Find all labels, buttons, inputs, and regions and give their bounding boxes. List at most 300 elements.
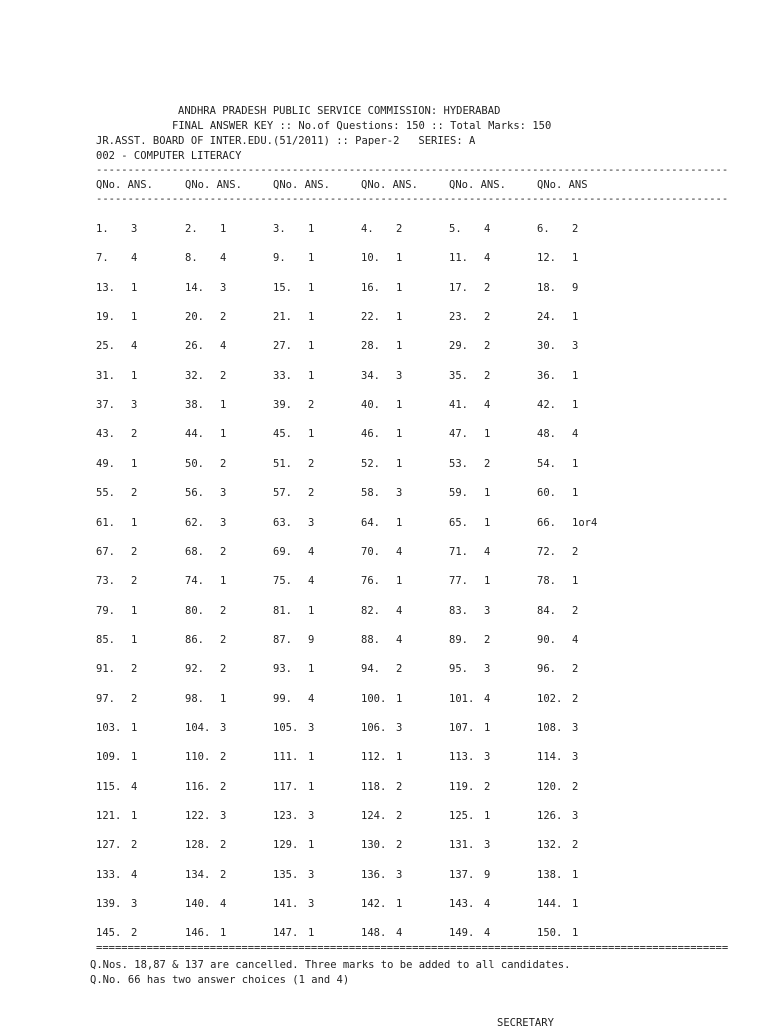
question-number: 126.	[537, 810, 563, 822]
answer-value: 3	[396, 869, 403, 881]
answer-value: 1	[484, 517, 491, 529]
answer-value: 1	[131, 311, 138, 323]
answer-value: 4	[484, 546, 491, 558]
question-number: 23.	[449, 311, 468, 323]
answer-value: 1	[572, 311, 579, 323]
answer-value: 2	[484, 634, 491, 646]
answer-value: 2	[308, 487, 315, 499]
answer-value: 4	[131, 869, 138, 881]
answer-value: 1	[396, 428, 403, 440]
question-number: 143.	[449, 898, 475, 910]
answer-value: 2	[131, 663, 138, 675]
question-number: 50.	[185, 458, 204, 470]
question-number: 42.	[537, 399, 556, 411]
question-number: 109.	[96, 751, 122, 763]
answer-value: 1	[308, 428, 315, 440]
answer-value: 1	[308, 340, 315, 352]
question-number: 95.	[449, 663, 468, 675]
question-number: 119.	[449, 781, 475, 793]
question-number: 130.	[361, 839, 387, 851]
answer-value: 3	[308, 898, 315, 910]
question-number: 18.	[537, 282, 556, 294]
answer-value: 2	[131, 839, 138, 851]
answer-value: 2	[484, 282, 491, 294]
question-number: 81.	[273, 605, 292, 617]
answer-value: 2	[484, 458, 491, 470]
question-number: 138.	[537, 869, 563, 881]
question-number: 67.	[96, 546, 115, 558]
question-number: 11.	[449, 252, 468, 264]
question-number: 101.	[449, 693, 475, 705]
question-number: 65.	[449, 517, 468, 529]
question-number: 56.	[185, 487, 204, 499]
answer-value: 4	[484, 693, 491, 705]
question-number: 139.	[96, 898, 122, 910]
question-number: 113.	[449, 751, 475, 763]
answer-value: 1	[308, 663, 315, 675]
question-number: 44.	[185, 428, 204, 440]
question-number: 97.	[96, 693, 115, 705]
question-number: 61.	[96, 517, 115, 529]
answer-value: 4	[220, 340, 227, 352]
answer-value: 1	[220, 693, 227, 705]
question-number: 47.	[449, 428, 468, 440]
question-number: 43.	[96, 428, 115, 440]
question-number: 141.	[273, 898, 299, 910]
column-header: QNo. ANS.	[96, 179, 153, 191]
answer-value: 2	[131, 487, 138, 499]
answer-value: 4	[396, 634, 403, 646]
question-number: 32.	[185, 370, 204, 382]
answer-value: 1	[131, 282, 138, 294]
question-number: 93.	[273, 663, 292, 675]
question-number: 2.	[185, 223, 198, 235]
question-number: 53.	[449, 458, 468, 470]
question-number: 9.	[273, 252, 286, 264]
answer-value: 2	[572, 663, 579, 675]
question-number: 54.	[537, 458, 556, 470]
answer-value: 2	[308, 458, 315, 470]
answer-value: 2	[572, 781, 579, 793]
question-number: 78.	[537, 575, 556, 587]
question-number: 37.	[96, 399, 115, 411]
answer-value: 3	[572, 810, 579, 822]
answer-value: 1	[484, 575, 491, 587]
question-number: 52.	[361, 458, 380, 470]
answer-value: 4	[308, 693, 315, 705]
answer-value: 3	[308, 722, 315, 734]
question-number: 71.	[449, 546, 468, 558]
question-number: 27.	[273, 340, 292, 352]
question-number: 99.	[273, 693, 292, 705]
answer-value: 4	[131, 340, 138, 352]
question-number: 136.	[361, 869, 387, 881]
answer-value: 1	[396, 252, 403, 264]
question-number: 40.	[361, 399, 380, 411]
answer-value: 2	[131, 546, 138, 558]
question-number: 66.	[537, 517, 556, 529]
question-number: 63.	[273, 517, 292, 529]
question-number: 88.	[361, 634, 380, 646]
answer-value: 2	[131, 575, 138, 587]
question-number: 75.	[273, 575, 292, 587]
question-number: 5.	[449, 223, 462, 235]
answer-value: 2	[131, 428, 138, 440]
question-number: 46.	[361, 428, 380, 440]
question-number: 110.	[185, 751, 211, 763]
answer-value: 1	[396, 340, 403, 352]
answer-value: 2	[220, 311, 227, 323]
question-number: 26.	[185, 340, 204, 352]
answer-value: 2	[396, 663, 403, 675]
question-number: 117.	[273, 781, 299, 793]
answer-value: 1	[572, 927, 579, 939]
answer-value: 1	[131, 751, 138, 763]
answer-value: 3	[484, 751, 491, 763]
question-number: 13.	[96, 282, 115, 294]
answer-value: 4	[484, 399, 491, 411]
question-number: 6.	[537, 223, 550, 235]
bottom-rule: ====================================================================================================	[96, 942, 729, 954]
signature-title: SECRETARY	[497, 1017, 554, 1029]
answer-value: 3	[220, 517, 227, 529]
answer-value: 2	[131, 693, 138, 705]
question-number: 100.	[361, 693, 387, 705]
answer-value: 1	[572, 898, 579, 910]
question-number: 149.	[449, 927, 475, 939]
question-number: 102.	[537, 693, 563, 705]
answer-value: 2	[396, 781, 403, 793]
column-header: QNo. ANS.	[449, 179, 506, 191]
column-header: QNo. ANS.	[273, 179, 330, 191]
answer-value: 2	[572, 223, 579, 235]
answer-value: 9	[572, 282, 579, 294]
answer-value: 1	[220, 927, 227, 939]
answer-value: 1	[484, 722, 491, 734]
answer-value: 4	[484, 223, 491, 235]
answer-value: 2	[220, 458, 227, 470]
answer-value: 1	[131, 458, 138, 470]
question-number: 72.	[537, 546, 556, 558]
answer-value: 3	[220, 282, 227, 294]
column-header: QNo. ANS.	[185, 179, 242, 191]
answer-value: 1	[484, 428, 491, 440]
question-number: 128.	[185, 839, 211, 851]
answer-value: 1	[572, 399, 579, 411]
answer-value: 1	[131, 605, 138, 617]
question-number: 131.	[449, 839, 475, 851]
question-number: 135.	[273, 869, 299, 881]
answer-value: 2	[220, 370, 227, 382]
question-number: 133.	[96, 869, 122, 881]
answer-value: 9	[484, 869, 491, 881]
question-number: 12.	[537, 252, 556, 264]
answer-value: 1	[220, 399, 227, 411]
question-number: 58.	[361, 487, 380, 499]
answer-value: 2	[220, 634, 227, 646]
answer-value: 1	[396, 751, 403, 763]
answer-value: 4	[396, 927, 403, 939]
question-number: 146.	[185, 927, 211, 939]
question-number: 132.	[537, 839, 563, 851]
answer-value: 3	[308, 517, 315, 529]
question-number: 98.	[185, 693, 204, 705]
question-number: 79.	[96, 605, 115, 617]
answer-value: 1	[308, 781, 315, 793]
answer-value: 1	[484, 810, 491, 822]
question-number: 29.	[449, 340, 468, 352]
answer-value: 1	[308, 839, 315, 851]
answer-value: 1	[396, 575, 403, 587]
question-number: 91.	[96, 663, 115, 675]
answer-value: 9	[308, 634, 315, 646]
answer-value: 3	[396, 487, 403, 499]
question-number: 103.	[96, 722, 122, 734]
answer-value: 3	[396, 722, 403, 734]
answer-value: 4	[484, 898, 491, 910]
question-number: 36.	[537, 370, 556, 382]
answer-value: 4	[220, 252, 227, 264]
question-number: 30.	[537, 340, 556, 352]
answer-value: 3	[484, 839, 491, 851]
question-number: 74.	[185, 575, 204, 587]
answer-value: 1	[131, 634, 138, 646]
answer-value: 3	[572, 751, 579, 763]
question-number: 80.	[185, 605, 204, 617]
answer-value: 1	[572, 458, 579, 470]
question-number: 19.	[96, 311, 115, 323]
question-number: 147.	[273, 927, 299, 939]
note-question-66: Q.No. 66 has two answer choices (1 and 4)	[90, 974, 350, 986]
answer-value: 3	[131, 399, 138, 411]
question-number: 142.	[361, 898, 387, 910]
question-number: 90.	[537, 634, 556, 646]
question-number: 96.	[537, 663, 556, 675]
question-number: 134.	[185, 869, 211, 881]
answer-value: 2	[220, 546, 227, 558]
question-number: 62.	[185, 517, 204, 529]
question-number: 129.	[273, 839, 299, 851]
column-header: QNo. ANS.	[361, 179, 418, 191]
answer-value: 3	[131, 898, 138, 910]
answer-value: 1	[396, 898, 403, 910]
answer-value: 2	[220, 781, 227, 793]
answer-value: 2	[220, 663, 227, 675]
answer-value: 4	[572, 428, 579, 440]
answer-value: 1	[131, 517, 138, 529]
answer-value: 1	[308, 370, 315, 382]
question-number: 17.	[449, 282, 468, 294]
answer-value: 1	[572, 575, 579, 587]
question-number: 85.	[96, 634, 115, 646]
question-number: 70.	[361, 546, 380, 558]
question-number: 35.	[449, 370, 468, 382]
answer-value: 3	[131, 223, 138, 235]
answer-value: 1	[572, 252, 579, 264]
answer-value: 2	[396, 223, 403, 235]
question-number: 123.	[273, 810, 299, 822]
question-number: 106.	[361, 722, 387, 734]
answer-value: 1	[131, 370, 138, 382]
question-number: 39.	[273, 399, 292, 411]
question-number: 87.	[273, 634, 292, 646]
answer-value: 4	[308, 575, 315, 587]
answer-value: 4	[220, 898, 227, 910]
question-number: 60.	[537, 487, 556, 499]
answer-value: 1	[396, 282, 403, 294]
question-number: 86.	[185, 634, 204, 646]
question-number: 125.	[449, 810, 475, 822]
question-number: 15.	[273, 282, 292, 294]
question-number: 111.	[273, 751, 299, 763]
answer-value: 3	[572, 340, 579, 352]
question-number: 16.	[361, 282, 380, 294]
question-number: 49.	[96, 458, 115, 470]
question-number: 1.	[96, 223, 109, 235]
question-number: 114.	[537, 751, 563, 763]
question-number: 144.	[537, 898, 563, 910]
header-subject: 002 - COMPUTER LITERACY	[96, 150, 242, 162]
answer-value: 4	[484, 252, 491, 264]
question-number: 82.	[361, 605, 380, 617]
answer-value: 1	[572, 370, 579, 382]
answer-value: 2	[484, 370, 491, 382]
answer-value: 4	[396, 605, 403, 617]
question-number: 92.	[185, 663, 204, 675]
question-number: 145.	[96, 927, 122, 939]
question-number: 28.	[361, 340, 380, 352]
answer-value: 1	[396, 311, 403, 323]
answer-value: 1	[572, 487, 579, 499]
answer-value: 1	[308, 223, 315, 235]
answer-value: 3	[308, 869, 315, 881]
column-header: QNo. ANS	[537, 179, 588, 191]
answer-value: 2	[484, 781, 491, 793]
answer-value: 2	[220, 751, 227, 763]
question-number: 127.	[96, 839, 122, 851]
answer-value: 1	[308, 927, 315, 939]
question-number: 73.	[96, 575, 115, 587]
answer-value: 2	[396, 810, 403, 822]
question-number: 83.	[449, 605, 468, 617]
answer-value: 1	[131, 722, 138, 734]
answer-value: 2	[396, 839, 403, 851]
question-number: 45.	[273, 428, 292, 440]
question-number: 69.	[273, 546, 292, 558]
question-number: 8.	[185, 252, 198, 264]
question-number: 121.	[96, 810, 122, 822]
question-number: 59.	[449, 487, 468, 499]
answer-value: 1	[220, 575, 227, 587]
answer-value: 4	[396, 546, 403, 558]
question-number: 140.	[185, 898, 211, 910]
question-number: 51.	[273, 458, 292, 470]
question-number: 112.	[361, 751, 387, 763]
answer-value: 3	[484, 605, 491, 617]
question-number: 148.	[361, 927, 387, 939]
question-number: 3.	[273, 223, 286, 235]
answer-value: 2	[484, 311, 491, 323]
question-number: 124.	[361, 810, 387, 822]
header-commission: ANDHRA PRADESH PUBLIC SERVICE COMMISSION: HYDERABAD	[178, 105, 501, 117]
answer-value: 2	[220, 605, 227, 617]
answer-value: 1	[484, 487, 491, 499]
answer-value: 1	[396, 693, 403, 705]
question-number: 94.	[361, 663, 380, 675]
header-bottom-rule: ----------------------------------------------------------------------------------------------------	[96, 193, 729, 205]
answer-value: 3	[220, 722, 227, 734]
answer-value: 1	[308, 605, 315, 617]
question-number: 68.	[185, 546, 204, 558]
question-number: 118.	[361, 781, 387, 793]
question-number: 14.	[185, 282, 204, 294]
answer-value: 2	[572, 693, 579, 705]
question-number: 21.	[273, 311, 292, 323]
question-number: 104.	[185, 722, 211, 734]
answer-value: 1	[308, 311, 315, 323]
question-number: 55.	[96, 487, 115, 499]
question-number: 116.	[185, 781, 211, 793]
answer-value: 1	[396, 517, 403, 529]
question-number: 105.	[273, 722, 299, 734]
answer-value: 3	[396, 370, 403, 382]
answer-value: 3	[220, 487, 227, 499]
question-number: 10.	[361, 252, 380, 264]
question-number: 64.	[361, 517, 380, 529]
answer-value: 1	[220, 428, 227, 440]
question-number: 33.	[273, 370, 292, 382]
answer-value: 1	[572, 869, 579, 881]
question-number: 48.	[537, 428, 556, 440]
question-number: 150.	[537, 927, 563, 939]
question-number: 115.	[96, 781, 122, 793]
answer-value: 2	[572, 605, 579, 617]
answer-value: 3	[484, 663, 491, 675]
answer-value: 2	[308, 399, 315, 411]
answer-value: 3	[572, 722, 579, 734]
answer-value: 2	[484, 340, 491, 352]
answer-value: 4	[131, 252, 138, 264]
answer-value: 2	[572, 546, 579, 558]
question-number: 31.	[96, 370, 115, 382]
answer-value: 4	[572, 634, 579, 646]
answer-value: 1	[396, 458, 403, 470]
answer-value: 3	[220, 810, 227, 822]
question-number: 38.	[185, 399, 204, 411]
note-cancelled: Q.Nos. 18,87 & 137 are cancelled. Three marks to be added to all candidates.	[90, 959, 571, 971]
question-number: 57.	[273, 487, 292, 499]
top-rule: ----------------------------------------------------------------------------------------------------	[96, 164, 729, 176]
question-number: 4.	[361, 223, 374, 235]
answer-value: 1	[308, 252, 315, 264]
answer-value: 2	[572, 839, 579, 851]
answer-value: 1	[396, 399, 403, 411]
question-number: 41.	[449, 399, 468, 411]
question-number: 84.	[537, 605, 556, 617]
answer-value: 1	[220, 223, 227, 235]
answer-value: 3	[308, 810, 315, 822]
question-number: 77.	[449, 575, 468, 587]
question-number: 34.	[361, 370, 380, 382]
question-number: 137.	[449, 869, 475, 881]
answer-value: 4	[484, 927, 491, 939]
question-number: 76.	[361, 575, 380, 587]
answer-value: 1	[308, 751, 315, 763]
question-number: 24.	[537, 311, 556, 323]
question-number: 122.	[185, 810, 211, 822]
question-number: 107.	[449, 722, 475, 734]
answer-value: 2	[131, 927, 138, 939]
